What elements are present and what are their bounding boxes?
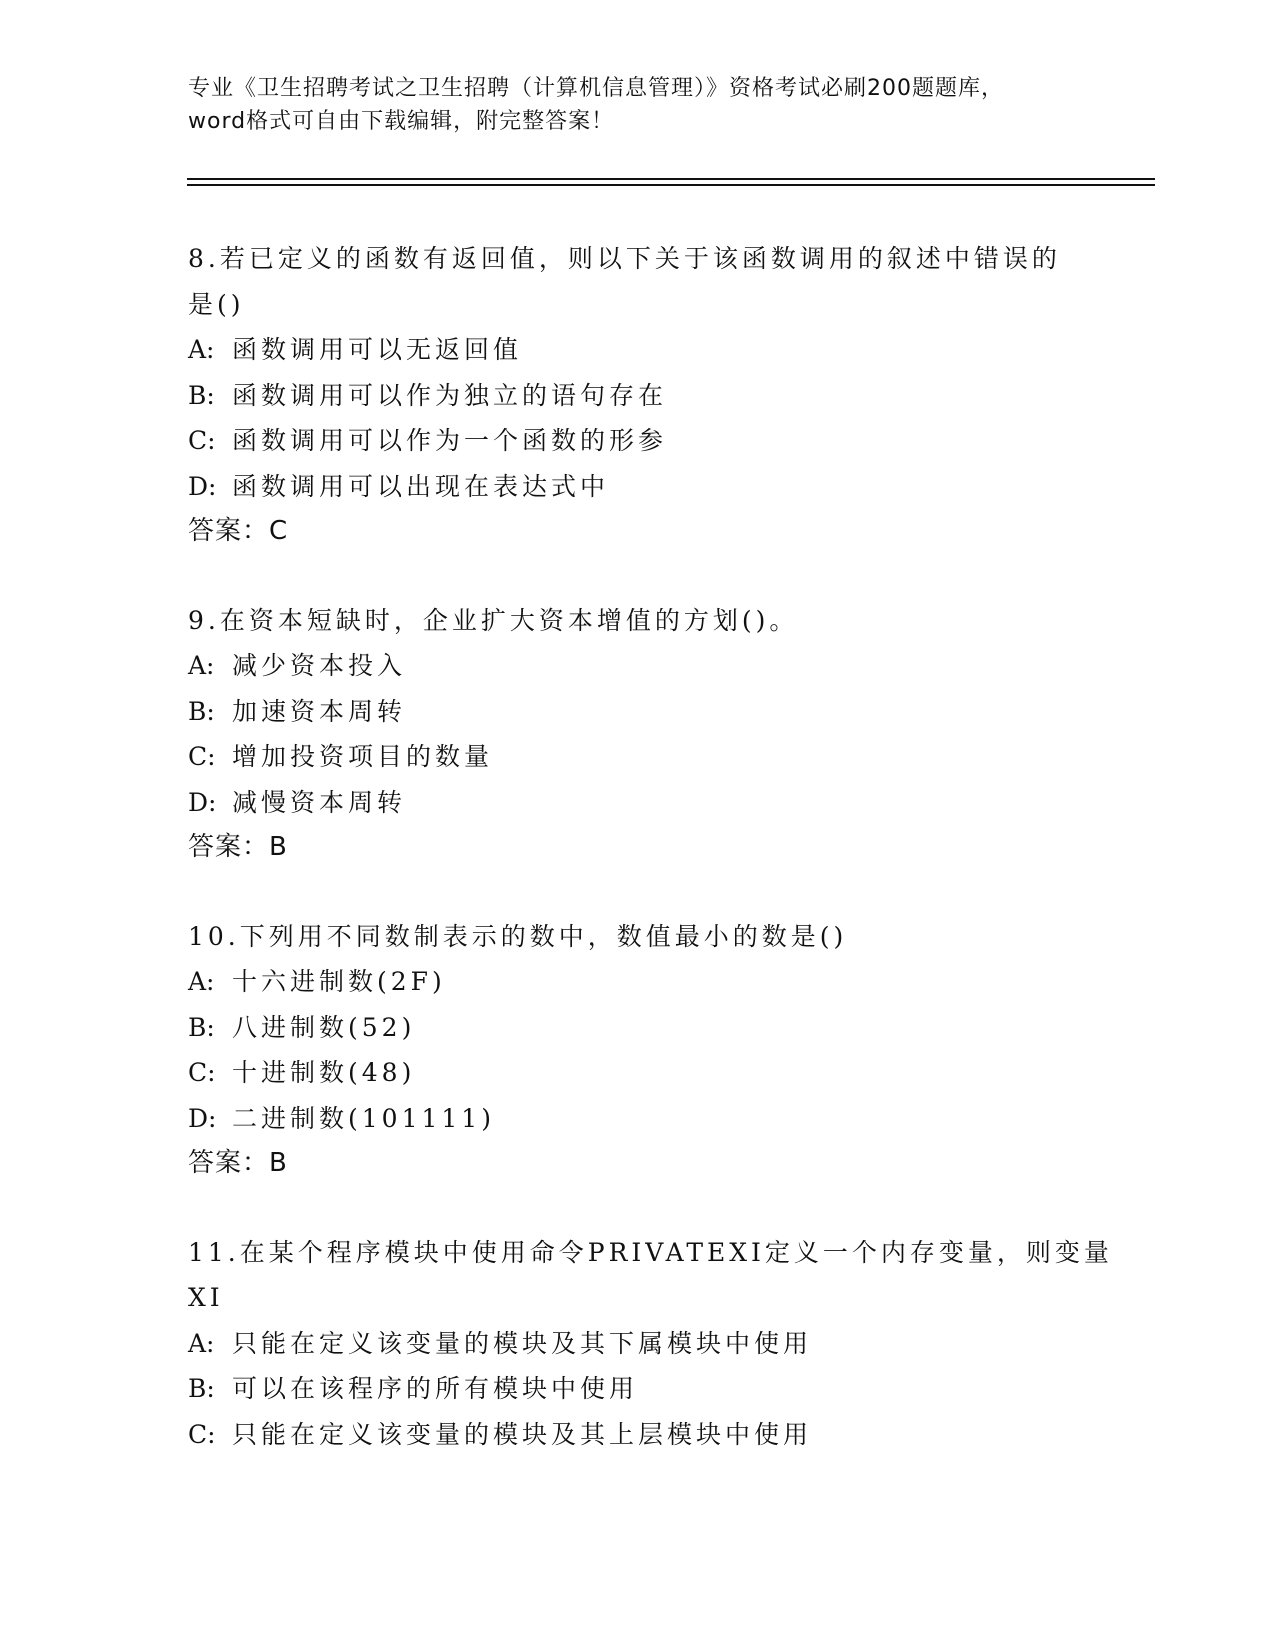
answer-option — [188, 780, 1088, 826]
option-key: C: — [188, 1419, 216, 1449]
question-block — [188, 1230, 1113, 1458]
header-divider-top — [187, 178, 1155, 180]
answer-option — [188, 373, 1088, 419]
answer-option — [188, 959, 1088, 1005]
answer-option — [188, 1005, 1088, 1051]
option-key: A: — [188, 335, 215, 364]
answer-option — [188, 689, 1088, 735]
answer-option — [188, 1096, 1088, 1142]
option-text: 十进制数(48) — [232, 1058, 416, 1087]
option-text: 十六进制数(2F) — [232, 967, 446, 996]
option-key: B: — [188, 1012, 215, 1042]
option-key: D: — [188, 471, 217, 501]
option-text: 可以在该程序的所有模块中使用 — [232, 1374, 639, 1403]
option-key: D: — [188, 1103, 217, 1133]
answer-line: 答案：B — [188, 832, 288, 862]
question-text: 是() — [188, 289, 245, 319]
question-text: 10.下列用不同数制表示的数中，数值最小的数是() — [188, 921, 848, 951]
answer-option — [188, 1412, 1088, 1458]
option-text: 只能在定义该变量的模块及其上层模块中使用 — [232, 1419, 813, 1449]
option-text: 加速资本周转 — [232, 696, 407, 726]
option-key: B: — [188, 1374, 215, 1403]
answer-option — [188, 327, 1088, 373]
header-divider-bottom — [187, 184, 1155, 186]
option-text: 函数调用可以出现在表达式中 — [232, 471, 610, 501]
question-block — [188, 598, 1088, 871]
option-key: C: — [188, 426, 216, 455]
question-block — [188, 914, 1088, 1187]
answer-option — [188, 1321, 1088, 1367]
option-key: A: — [188, 967, 215, 996]
question-list — [188, 236, 1113, 1500]
answer-line: 答案：B — [188, 1148, 288, 1178]
option-text: 减少资本投入 — [232, 651, 407, 680]
option-text: 只能在定义该变量的模块及其下属模块中使用 — [232, 1328, 813, 1358]
option-text: 函数调用可以作为一个函数的形参 — [232, 426, 668, 455]
option-text: 函数调用可以无返回值 — [232, 335, 523, 364]
header-title-line-2: word格式可自由下载编辑，附完整答案！ — [188, 109, 615, 134]
answer-line: 答案：C — [188, 516, 289, 546]
question-block — [188, 236, 1088, 555]
answer-option — [188, 1366, 1088, 1412]
question-text: XI — [188, 1283, 224, 1312]
option-key: B: — [188, 380, 215, 410]
answer-option — [188, 1050, 1088, 1096]
answer-option — [188, 734, 1088, 780]
question-text: 9.在资本短缺时，企业扩大资本增值的方划()。 — [188, 605, 799, 635]
document-header — [188, 72, 1088, 138]
option-text: 函数调用可以作为独立的语句存在 — [232, 380, 668, 410]
header-title-line-1: 专业《卫生招聘考试之卫生招聘（计算机信息管理）》资格考试必刷200题题库， — [188, 76, 1004, 101]
answer-option — [188, 464, 1088, 510]
question-text: 11.在某个程序模块中使用命令PRIVATEXI定义一个内存变量，则变量 — [188, 1237, 1113, 1267]
option-key: C: — [188, 742, 216, 771]
answer-option — [188, 643, 1088, 689]
option-key: B: — [188, 696, 215, 726]
option-text: 八进制数(52) — [232, 1012, 416, 1042]
option-text: 减慢资本周转 — [232, 787, 407, 817]
option-text: 二进制数(101111) — [232, 1103, 495, 1133]
option-key: C: — [188, 1058, 216, 1087]
question-text: 8.若已定义的函数有返回值，则以下关于该函数调用的叙述中错误的 — [188, 244, 1061, 273]
answer-option — [188, 418, 1088, 464]
option-key: D: — [188, 787, 217, 817]
option-text: 增加投资项目的数量 — [232, 742, 494, 771]
option-key: A: — [188, 651, 215, 680]
option-key: A: — [188, 1328, 215, 1358]
